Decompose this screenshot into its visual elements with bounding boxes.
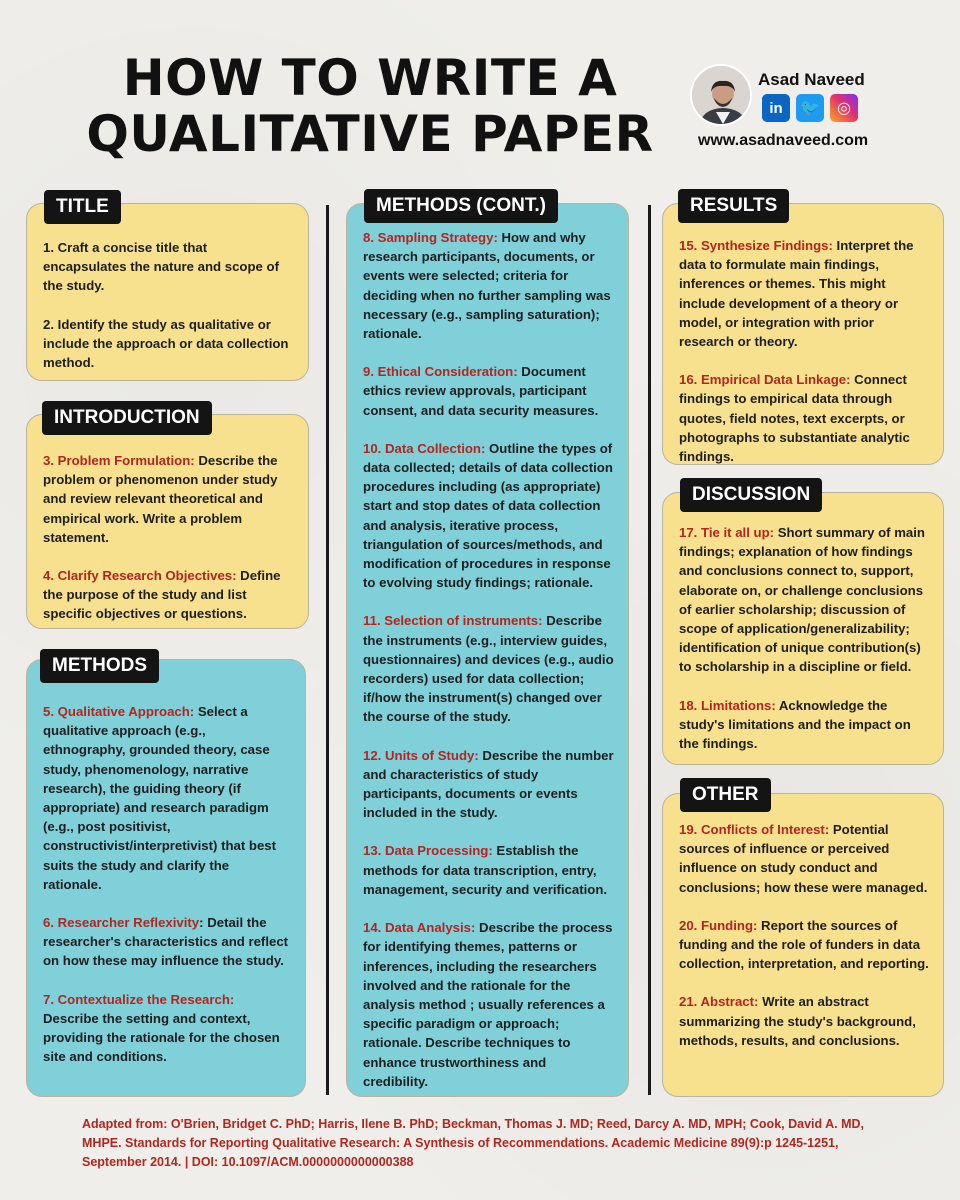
footer-citation: Adapted from: O'Brien, Bridget C. PhD; Harris, Ilene B. PhD; Beckman, Thomas J. MD; Reed, Darcy A. MD, MPH; Cook, David A. MD, MHPE. Standards for Reporting Qualitative Research: A Synthesis of Recommendations. Academic Medicine 89(9):p 1245-1251, September 2014. | DOI: 10.1097/ACM.0000000000000388 (82, 1117, 865, 1169)
section-card-methods (26, 659, 306, 1097)
section-heading-introduction: INTRODUCTION (42, 401, 212, 435)
page-title-line-1: HOW TO WRITE A (122, 49, 618, 107)
list-item: 5. Qualitative Approach: Select a qualitative approach (e.g., ethnography, grounded theory, case study, phenomenology, narrative research), the guiding theory (if appropriate) and research paradigm (e.g., post positivist, constructivist/interpretivist) that best suits the study and clarify the rationale. (43, 704, 277, 892)
column-divider-right (648, 205, 651, 1095)
page-title (60, 50, 680, 162)
list-item: 6. Researcher Reflexivity: Detail the researcher's characteristics and reflect on how these may influence the study. (43, 915, 289, 969)
website-link[interactable]: www.asadnaveed.com (698, 132, 869, 149)
list-item: 9. Ethical Consideration: Document ethics review approvals, participant consent, and data security measures. (363, 364, 599, 418)
list-item: 21. Abstract: Write an abstract summarizing the study's background, methods, results, and conclusions. (679, 994, 916, 1048)
list-item: 15. Synthesize Findings: Interpret the data to formulate main findings, inferences or themes. This might include development of a theory or model, or integration with prior research or theory. (679, 238, 914, 350)
section-heading-methods-cont: METHODS (CONT.) (364, 189, 558, 223)
section-heading-results: RESULTS (678, 189, 789, 223)
list-item: 1. Craft a concise title that encapsulates the nature and scope of the study. (43, 240, 279, 294)
section-card-methods-cont (346, 203, 629, 1097)
section-card-other (662, 793, 944, 1097)
section-heading-other: OTHER (680, 778, 771, 812)
section-card-discussion (662, 492, 944, 765)
list-item: 7. Contextualize the Research: Describe the setting and context, providing the rationale for the chosen site and conditions. (43, 991, 280, 1065)
avatar (690, 64, 752, 126)
twitter-icon[interactable]: 🐦 (796, 94, 824, 122)
list-item: 14. Data Analysis: Describe the process for identifying themes, patterns or inferences, including the researchers involved and the rationale for the analysis method ; usually references a specific paradigm or approach; rationale. Describe techniques to enhance trustworthiness and credibility. (363, 920, 613, 1089)
list-item: 16. Empirical Data Linkage: Connect findings to empirical data through quotes, field notes, text excerpts, or photographs to substantiate analytic findings. (679, 372, 910, 465)
list-item: 3. Problem Formulation: Describe the problem or phenomenon under study and review relevant theoretical and empirical work. Write a problem statement. (43, 453, 278, 545)
section-card-results (662, 203, 944, 465)
section-heading-methods: METHODS (40, 649, 159, 683)
list-item: 13. Data Processing: Establish the methods for data transcription, entry, management, security and verification. (363, 843, 608, 897)
section-card-title (26, 203, 309, 381)
author-name: Asad Naveed (758, 70, 865, 89)
list-item: 18. Limitations: Acknowledge the study's limitations and the impact on the findings. (679, 697, 911, 752)
list-item: 2. Identify the study as qualitative or include the approach or data collection method. (43, 316, 289, 371)
column-divider-left (326, 205, 329, 1095)
list-item: 12. Units of Study: Describe the number and characteristics of study participants, documents or events included in the study. (363, 747, 614, 821)
list-item: 8. Sampling Strategy: How and why research participants, documents, or events were selected; criteria for deciding when no further sampling was necessary (e.g., sampling saturation); rationale. (363, 230, 611, 342)
list-item: 11. Selection of instruments: Describe the instruments (e.g., interview guides, questionnaires) and devices (e.g., audio recorders) used for data collection; if/how the instrument(s) changed over the course of the study. (363, 613, 614, 725)
list-item: 10. Data Collection: Outline the types of data collected; details of data collection procedures including (as appropriate) start and stop dates of data collection and analysis, iterative process, triangulation of sources/methods, and modification of procedures in response to evolving study findings; rationale. (363, 440, 613, 591)
linkedin-icon[interactable]: in (762, 94, 790, 122)
list-item: 20. Funding: Report the sources of funding and the role of funders in data collection, interpretation, and reporting. (679, 917, 929, 972)
social-links (762, 94, 858, 122)
list-item: 4. Clarify Research Objectives: Define the purpose of the study and list specific objectives or questions. (43, 568, 281, 622)
section-card-introduction (26, 414, 309, 629)
section-heading-discussion: DISCUSSION (680, 478, 822, 512)
instagram-icon[interactable]: ◎ (830, 94, 858, 122)
list-item: 19. Conflicts of Interest: Potential sources of influence or perceived influence on study conduct and conclusions; how these were managed. (679, 822, 928, 895)
page-title-line-2: QUALITATIVE PAPER (86, 105, 654, 163)
author-block (690, 64, 940, 154)
section-heading-title: TITLE (44, 190, 121, 224)
list-item: 17. Tie it all up: Short summary of main findings; explanation of how findings and conclusions connect to, support, elaborate on, or challenge conclusions of earlier scholarship; discussion of scope of application/generalizability; identification of unique contribution(s) to scholarship in a discipline or field. (679, 525, 925, 675)
